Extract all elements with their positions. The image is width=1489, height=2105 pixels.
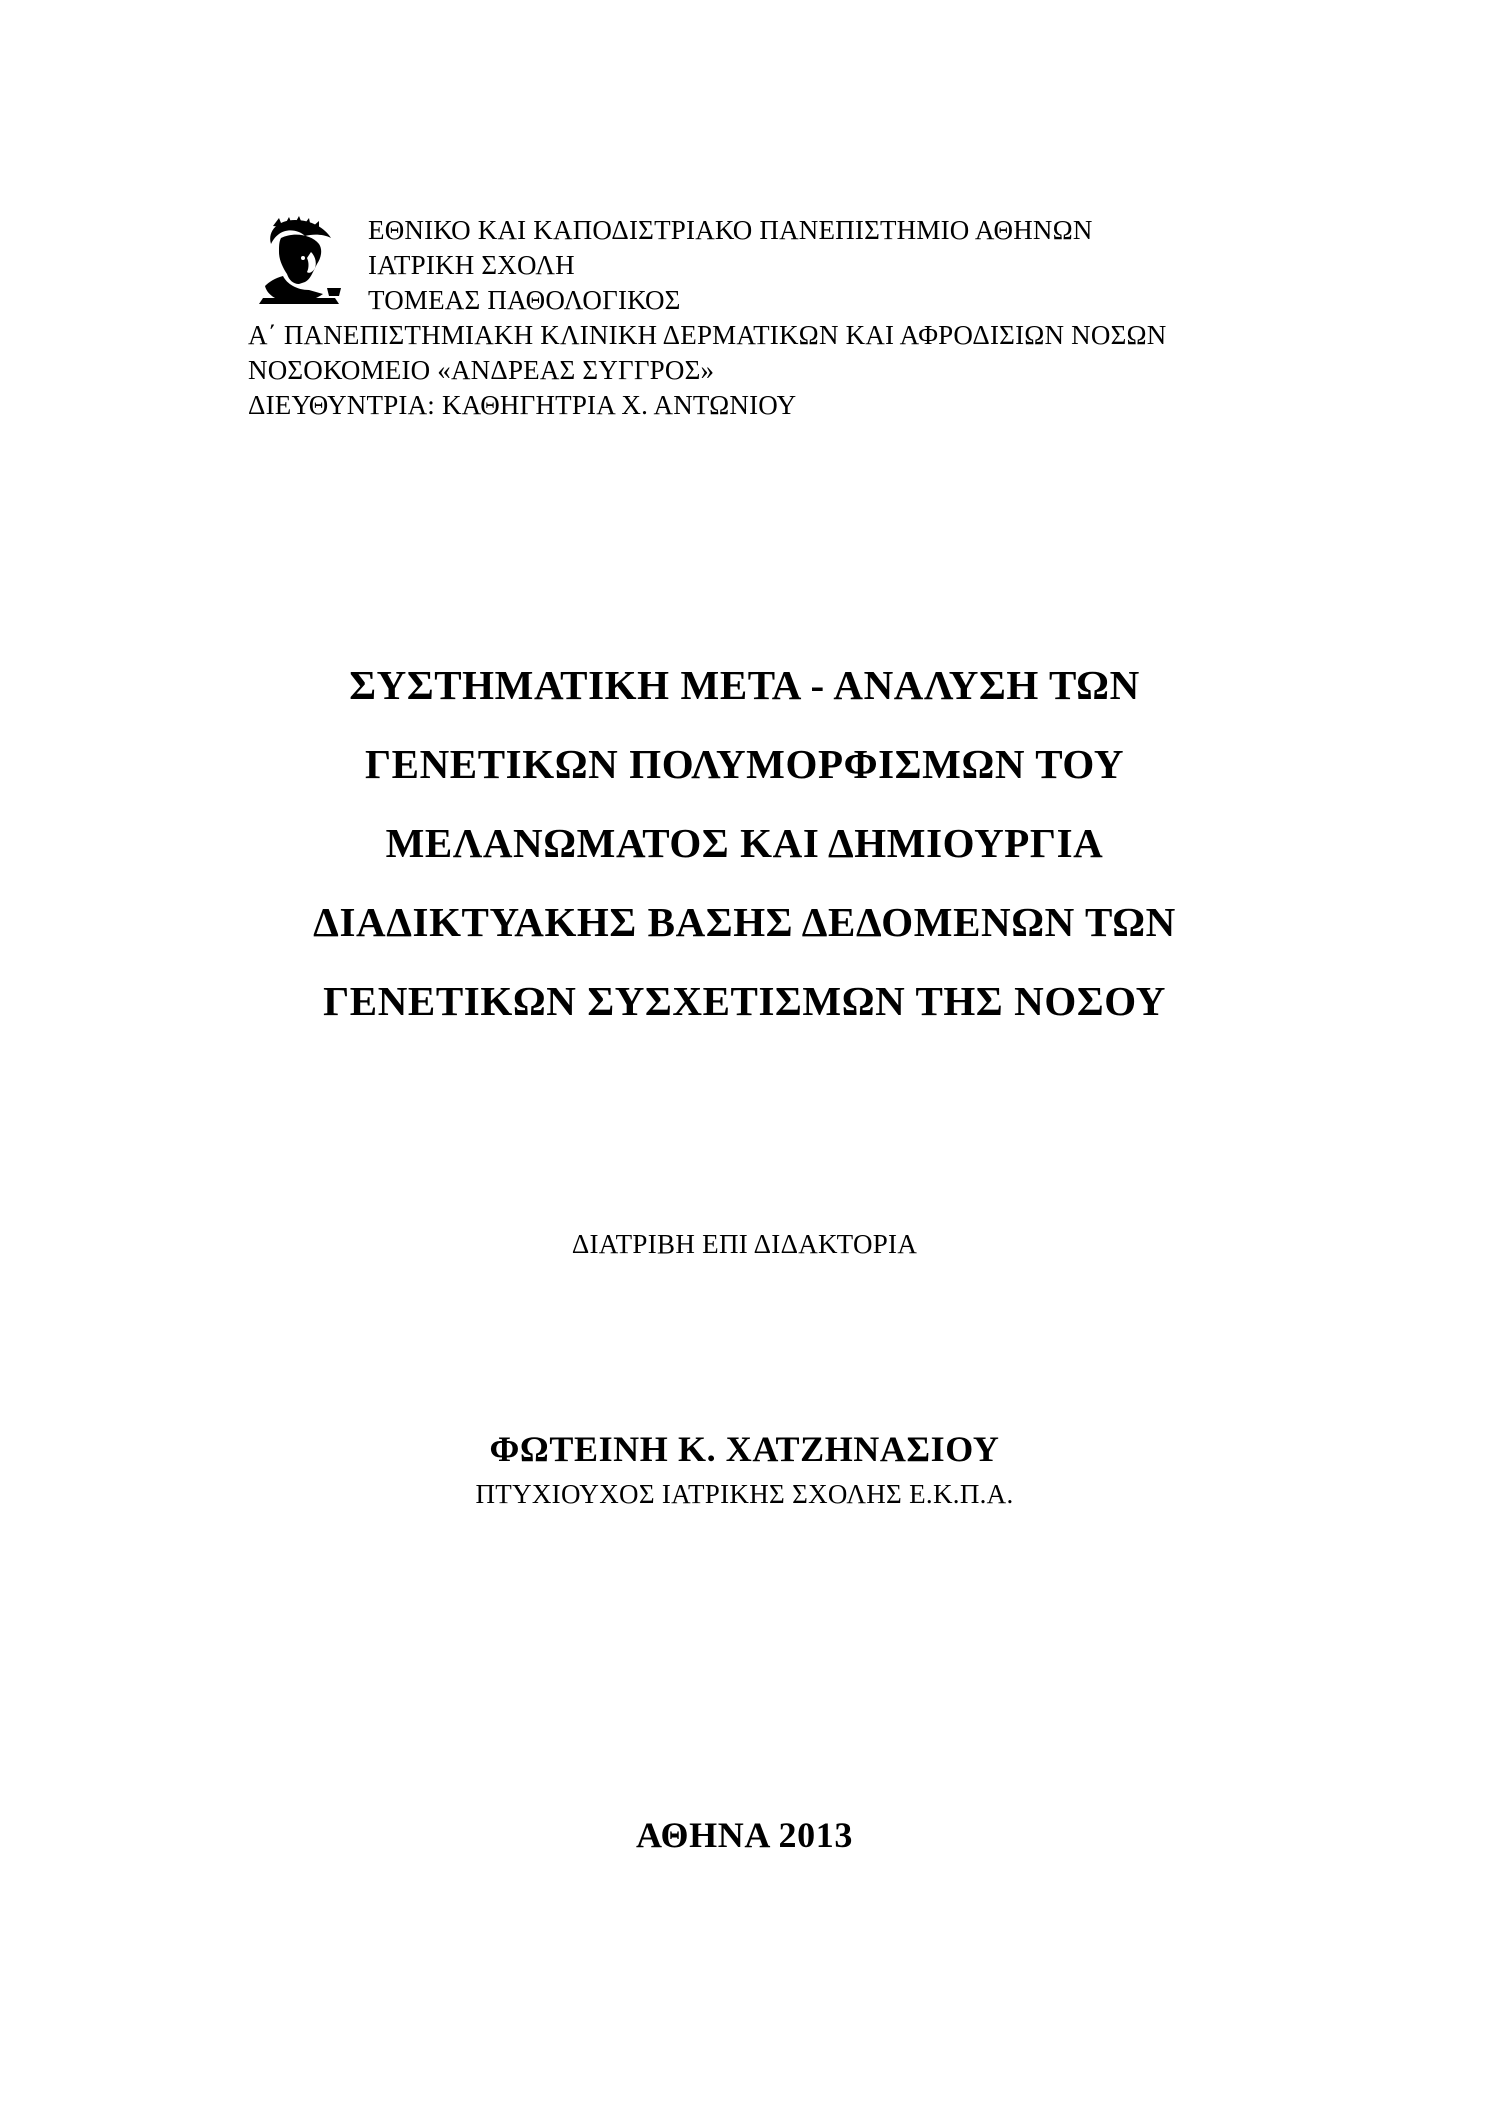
department-name: ΤΟΜΕΑΣ ΠΑΘΟΛΟΓΙΚΟΣ xyxy=(368,285,681,315)
university-athena-emblem-icon xyxy=(253,214,349,310)
institution-header xyxy=(248,213,1348,423)
author-name: ΦΩΤΕΙΝΗ Κ. ΧΑΤΖΗΝΑΣΙΟΥ xyxy=(489,1429,1000,1469)
school-name: ΙΑΤΡΙΚΗ ΣΧΟΛΗ xyxy=(368,250,575,280)
title-line: ΜΕΛΑΝΩΜΑΤΟΣ ΚΑΙ ΔΗΜΙΟΥΡΓΙΑ xyxy=(385,820,1104,866)
place-year: ΑΘΗΝΑ 2013 xyxy=(636,1815,853,1855)
university-name: ΕΘΝΙΚΟ ΚΑΙ ΚΑΠΟΔΙΣΤΡΙΑΚΟ ΠΑΝΕΠΙΣΤΗΜΙΟ ΑΘΗΝΩΝ xyxy=(368,215,1093,245)
title-line: ΔΙΑΔΙΚΤΥΑΚΗΣ ΒΑΣΗΣ ΔΕΔΟΜΕΝΩΝ ΤΩΝ xyxy=(313,899,1176,945)
thesis-title xyxy=(0,646,1489,1041)
title-line: ΓΕΝΕΤΙΚΩΝ ΠΟΛΥΜΟΡΦΙΣΜΩΝ ΤΟΥ xyxy=(364,741,1125,787)
title-line: ΣΥΣΤΗΜΑΤΙΚΗ ΜΕΤΑ - ΑΝΑΛΥΣΗ ΤΩΝ xyxy=(349,662,1140,708)
author-degree: ΠΤΥΧΙΟΥΧΟΣ ΙΑΤΡΙΚΗΣ ΣΧΟΛΗΣ Ε.Κ.Π.Α. xyxy=(475,1479,1014,1509)
hospital-name: ΝΟΣΟΚΟΜΕΙΟ «ΑΝΔΡΕΑΣ ΣΥΓΓΡΟΣ» xyxy=(248,355,715,385)
clinic-name: Α΄ ΠΑΝΕΠΙΣΤΗΜΙΑΚΗ ΚΛΙΝΙΚΗ ΔΕΡΜΑΤΙΚΩΝ ΚΑΙ ΑΦΡΟΔΙΣΙΩΝ ΝΟΣΩΝ xyxy=(248,320,1167,350)
director-line: ΔΙΕΥΘΥΝΤΡΙΑ: ΚΑΘΗΓΗΤΡΙΑ Χ. ΑΝΤΩΝΙΟΥ xyxy=(248,390,797,420)
document-type: ΔΙΑΤΡΙΒΗ ΕΠΙ ΔΙΔΑΚΤΟΡΙΑ xyxy=(571,1229,918,1259)
title-line: ΓΕΝΕΤΙΚΩΝ ΣΥΣΧΕΤΙΣΜΩΝ ΤΗΣ ΝΟΣΟΥ xyxy=(323,978,1166,1024)
